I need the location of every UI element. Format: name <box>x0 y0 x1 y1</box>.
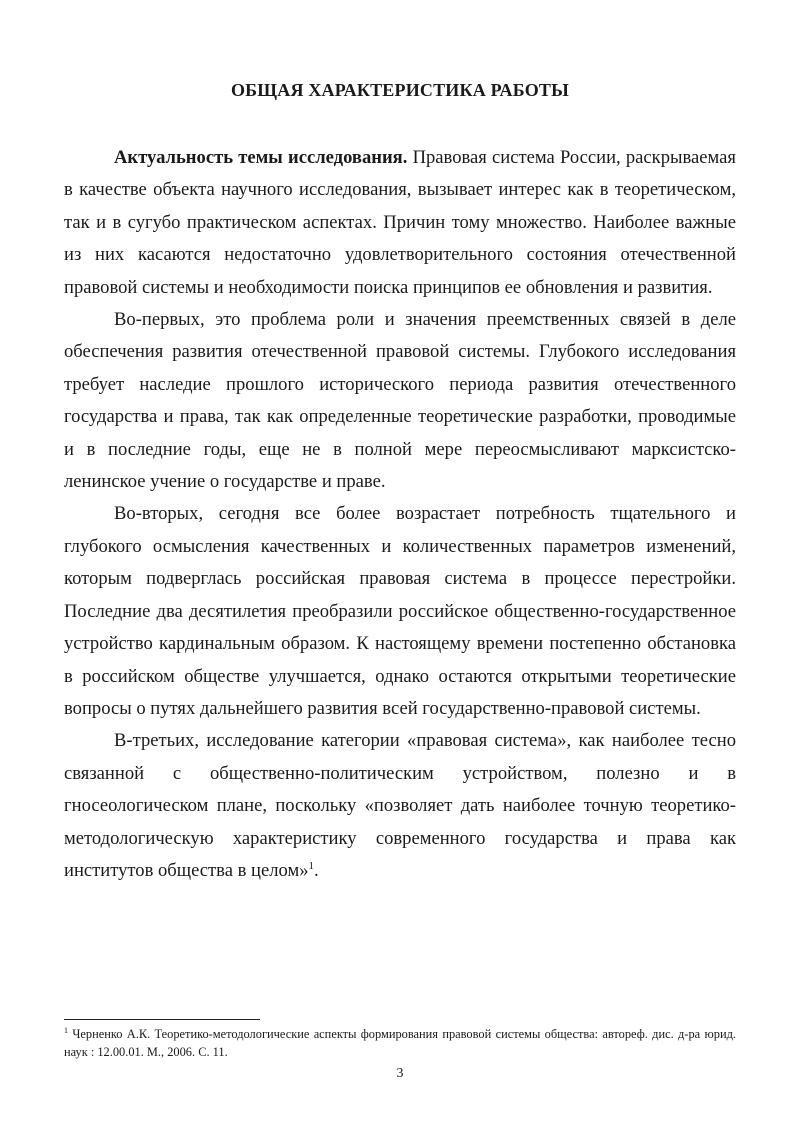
section-heading: ОБЩАЯ ХАРАКТЕРИСТИКА РАБОТЫ <box>230 80 570 100</box>
footnote <box>64 1026 736 1061</box>
paragraph-text: В-третьих, исследование категории «правовая система», как наиболее тесно связанной с общественно-политическим устройством, полезно и в гносеологическом плане, поскольку «позволяет дать наиболее точную теоретико-методологическую характеристику современного государства и права как институтов общества в целом» <box>64 730 736 881</box>
paragraph-relevance <box>64 142 736 304</box>
footnote-separator <box>64 1019 260 1020</box>
page-number: 3 <box>396 1066 404 1081</box>
paragraph-end: . <box>314 859 319 881</box>
paragraph-second-point: Во-вторых, сегодня все более возрастает потребность тщательного и глубокого осмысления качественных и количественных параметров изменений, которым подверглась российская правовая система в процессе перестройки. Последние два десятилетия преобразили российское общественно-государственное устройство кардинальным образом. К настоящему времени постепенно обстановка в российском обществе улучшается, однако остаются открытыми теоретические вопросы о путях дальнейшего развития всей государственно-правовой системы. <box>64 503 736 719</box>
footnote-text: Черненко А.К. Теоретико-методологические аспекты формирования правовой системы общества: автореф. дис. д-ра юрид. наук : 12.00.01. М., 2006. С. 11. <box>64 1027 736 1059</box>
paragraph-text: Правовая система России, раскрываемая в качестве объекта научного исследования, вызывает интерес как в теоретическом, так и в сугубо практическом аспектах. Причин тому множество. Наиболее важные из них касаются недостаточно удовлетворительного состояния отечественной правовой системы и необходимости поиска принципов ее обновления и развития. <box>64 147 736 298</box>
footnote-reference: 1 <box>308 859 315 872</box>
body-text <box>64 142 736 887</box>
paragraph-third-point <box>64 725 736 887</box>
paragraph-lead: Актуальность темы исследования. <box>114 147 408 168</box>
paragraph-first-point: Во-первых, это проблема роли и значения преемственных связей в деле обеспечения развития отечественной правовой системы. Глубокого исследования требует наследие прошлого исторического периода развития отечественного государства и права, так как определенные теоретические разработки, проводимые и в последние годы, еще не в полной мере переосмысливают марксистско-ленинское учение о государстве и праве. <box>64 309 736 493</box>
footnote-marker: 1 <box>64 1025 68 1035</box>
